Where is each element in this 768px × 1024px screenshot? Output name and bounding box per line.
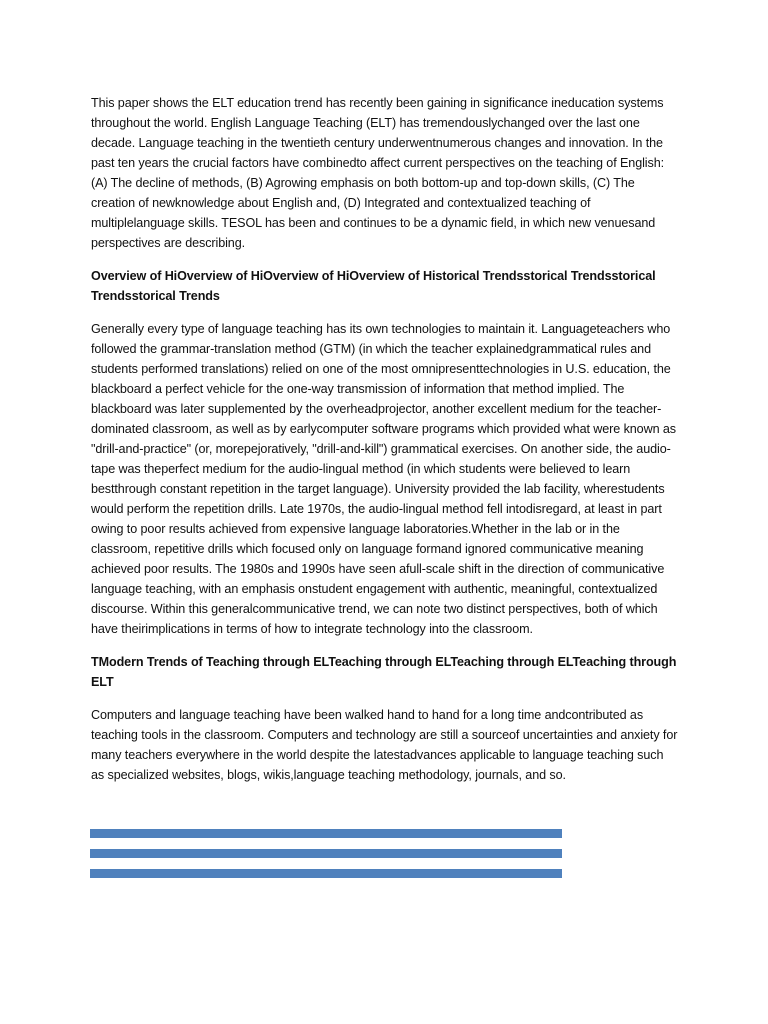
overview-paragraph: Generally every type of language teaching has its own technologies to maintain it. Languageteachers who followed the grammar-translation method (GTM) (in which the teacher explainedgrammatical rules and students performed translations) relied on one of the most omnipresenttechnologies in U.S. education, the blackboard a perfect vehicle for the one-way transmission of information that method implied. The blackboard was later supplemented by the overheadprojector, another excellent medium for the teacher-dominated classroom, as well as by earlycomputer software programs which provided what were known as "drill-and-practice" (or, morepejoratively, "drill-and-kill") grammatical exercises. On another side, the audio-tape was theperfect medium for the audio-lingual method (in which students were believed to learn bestthrough constant repetition in the target language). University provided the lab facility, wherestudents would perform the repetition drills. Late 1970s, the audio-lingual method fell intodisregard, at least in part owing to poor results achieved from expensive language laboratories.Whether in the lab or in the classroom, repetitive drills which focused only on language formand ignored communicative meaning achieved poor results. The 1980s and 1990s have seen afull-scale shift in the direction of communicative language teaching, with an emphasis onstudent engagement with authentic, meaningful, contextualized discourse. Within this generalcommunicative trend, we can note two distinct perspectives, both of which have theirimplications in terms of how to integrate technology into the classroom. (91, 322, 676, 636)
section-heading-overview: Overview of HiOverview of HiOverview of HiOverview of Historical Trendsstorical Trendsstorical Trendsstorical Trends (91, 269, 656, 303)
decorative-bar (90, 829, 562, 838)
decorative-bar (90, 869, 562, 878)
modern-trends-paragraph: Computers and language teaching have been walked hand to hand for a long time andcontributed as teaching tools in the classroom. Computers and technology are still a sourceof uncertainties and anxiety for many teachers everywhere in the world despite the latestadvances applicable to language teaching such as specialized websites, blogs, wikis,language teaching methodology, journals, and so. (91, 708, 678, 782)
intro-paragraph: This paper shows the ELT education trend has recently been gaining in significance ineducation systems throughout the world. English Language Teaching (ELT) has tremendouslychanged over the last one decade. Language teaching in the twentieth century underwentnumerous changes and innovation. In the past ten years the crucial factors have combinedto affect current perspectives on the teaching of English: (A) The decline of methods, (B) Agrowing emphasis on both bottom-up and top-down skills, (C) The creation of newknowledge about English and, (D) Integrated and contextualized teaching of multiplelanguage skills. TESOL has been and continues to be a dynamic field, in which new venuesand perspectives are describing. (91, 96, 665, 250)
section-heading-modern-trends: TModern Trends of Teaching through ELTeaching through ELTeaching through ELTeaching through ELT (91, 655, 677, 689)
decorative-bar (90, 849, 562, 858)
decorative-bars (90, 829, 562, 889)
document-body (91, 93, 679, 798)
